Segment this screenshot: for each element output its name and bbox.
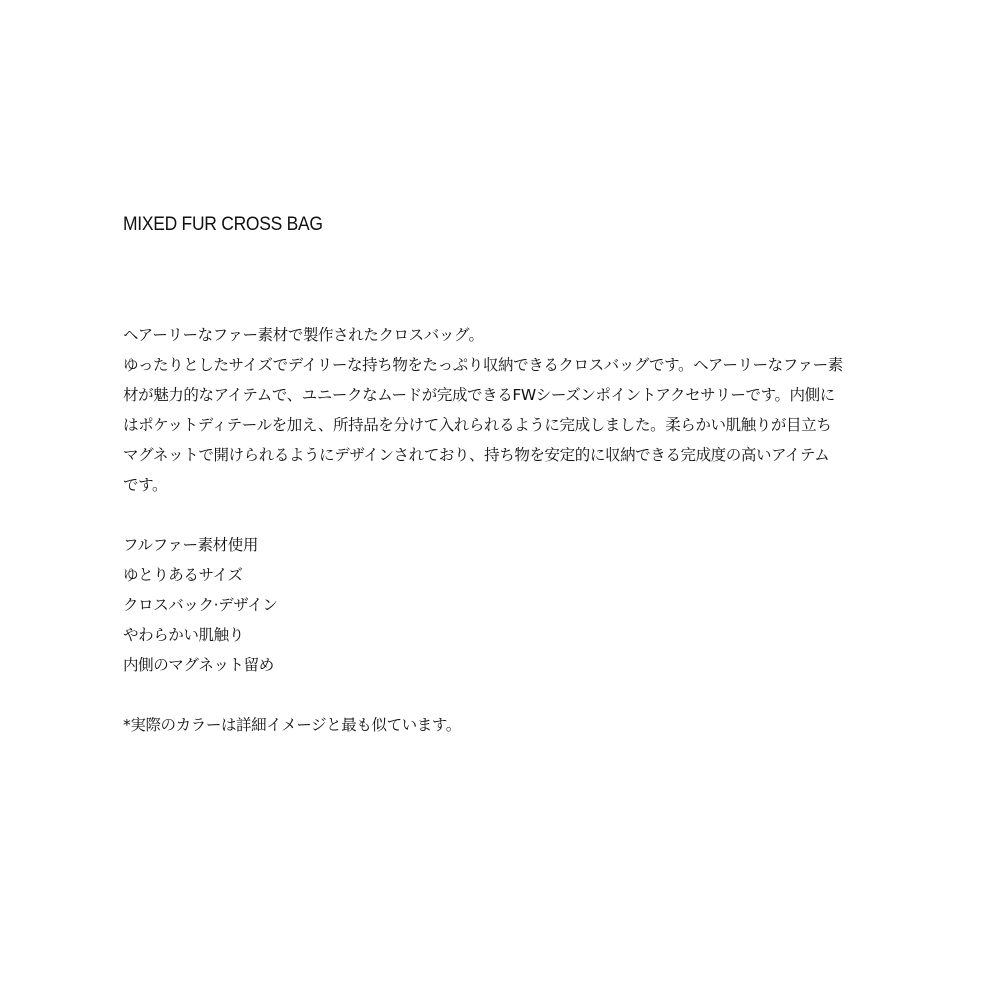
- product-detail: [123, 210, 893, 740]
- product-title: MIXED FUR CROSS BAG: [123, 214, 323, 235]
- color-note: *実際のカラーは詳細イメージと最も似ています。: [123, 716, 461, 734]
- description-line: ゆったりとしたサイズでデイリーな持ち物をたっぷり収納できるクロスバッグです。ヘアーリーなファー素: [123, 356, 843, 374]
- feature-item: やわらかい肌触り: [123, 626, 244, 644]
- description-line: ヘアーリーなファー素材で製作されたクロスバッグ。: [123, 326, 484, 344]
- feature-item: クロスバック·デザイン: [123, 596, 278, 614]
- description-line: はポケットディテールを加え、所持品を分けて入れられるように完成しました。柔らかい肌触りが目立ち: [123, 416, 832, 434]
- description-line: マグネットで開けられるようにデザインされており、持ち物を安定的に収納できる完成度の高いアイテム: [123, 446, 830, 464]
- feature-item: 内側のマグネット留め: [123, 656, 274, 674]
- description-line: です。: [123, 476, 168, 494]
- product-description: [123, 320, 893, 500]
- feature-list: [123, 530, 893, 680]
- description-line: 材が魅力的なアイテムで、ユニークなムードが完成できるFWシーズンポイントアクセサリーです。内側に: [123, 386, 835, 404]
- feature-item: ゆとりあるサイズ: [123, 566, 243, 584]
- feature-item: フルファー素材使用: [123, 536, 258, 554]
